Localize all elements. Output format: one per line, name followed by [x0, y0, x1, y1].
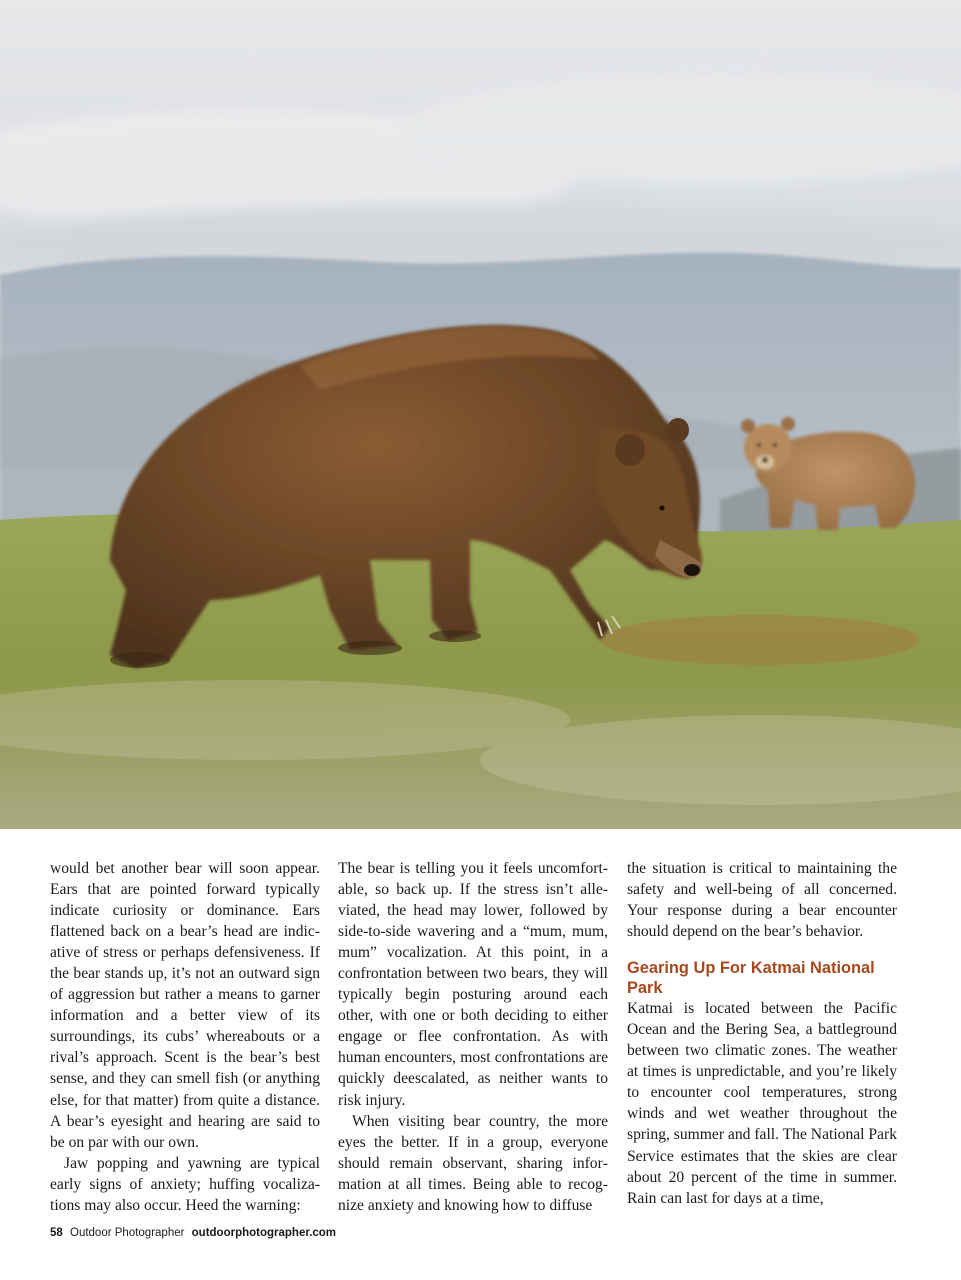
text-column-2: [338, 858, 608, 1216]
magazine-name: Outdoor Photographer: [70, 1227, 185, 1239]
paragraph: The bear is telling you it feels uncomfortable, so back up. If the stress isn’t alleviated, the head may lower, followed by side-to-side wavering and a “mum, mum, mum” vocalization. At this point, in a confrontation between two bears, they will typically begin posturing around each other, with one or both deciding to either engage or flee confrontation. As with human encounters, most confrontations are quickly deescalated, as neither wants to risk injury.: [338, 860, 608, 1109]
page-footer: [50, 1227, 336, 1239]
website-url: outdoorphotographer.com: [191, 1227, 337, 1239]
page-number: 58: [50, 1227, 63, 1239]
paragraph: Jaw popping and yawning are typical early signs of anxiety; huffing vocalizations may also occur. Heed the warning:: [50, 1154, 320, 1214]
paragraph: the situation is critical to maintaining the safety and well-being of all concerned. Your response during a bear encounter should depend on the bear’s behavior.: [627, 860, 897, 941]
text-column-3: [627, 858, 897, 1209]
paragraph: When visiting bear country, the more eyes the better. If in a group, everyone should remain observant, sharing information at all times. Being able to recognize anxiety and knowing how to diffuse: [338, 1112, 608, 1214]
text-column-1: [50, 858, 320, 1216]
paragraph: would bet another bear will soon appear. Ears that are pointed forward typically indicate curiosity or dominance. Ears flattened back on a bear’s head are indicative of stress or perhaps defensiveness. If the bear stands up, it’s not an outward sign of aggression but rather a means to garner information and a better view of its surroundings, its cubs’ whereabouts or a rival’s approach. Scent is the bear’s best sense, and they can smell fish (or anything else, for that matter) from quite a distance. A bear’s eyesight and hearing are said to be on par with our own.: [50, 860, 320, 1151]
section-subhead: Gearing Up For Katmai National Park: [627, 959, 875, 997]
paragraph: Katmai is located between the Pacific Ocean and the Bering Sea, a battleground between two climatic zones. The weather at times is unpredictable, and you’re likely to encounter cool temperatures, strong winds and wet weather throughout the spring, summer and fall. The National Park Service estimates that the skies are clear about 20 percent of the time in summer. Rain can last for days at a time,: [627, 1000, 897, 1207]
